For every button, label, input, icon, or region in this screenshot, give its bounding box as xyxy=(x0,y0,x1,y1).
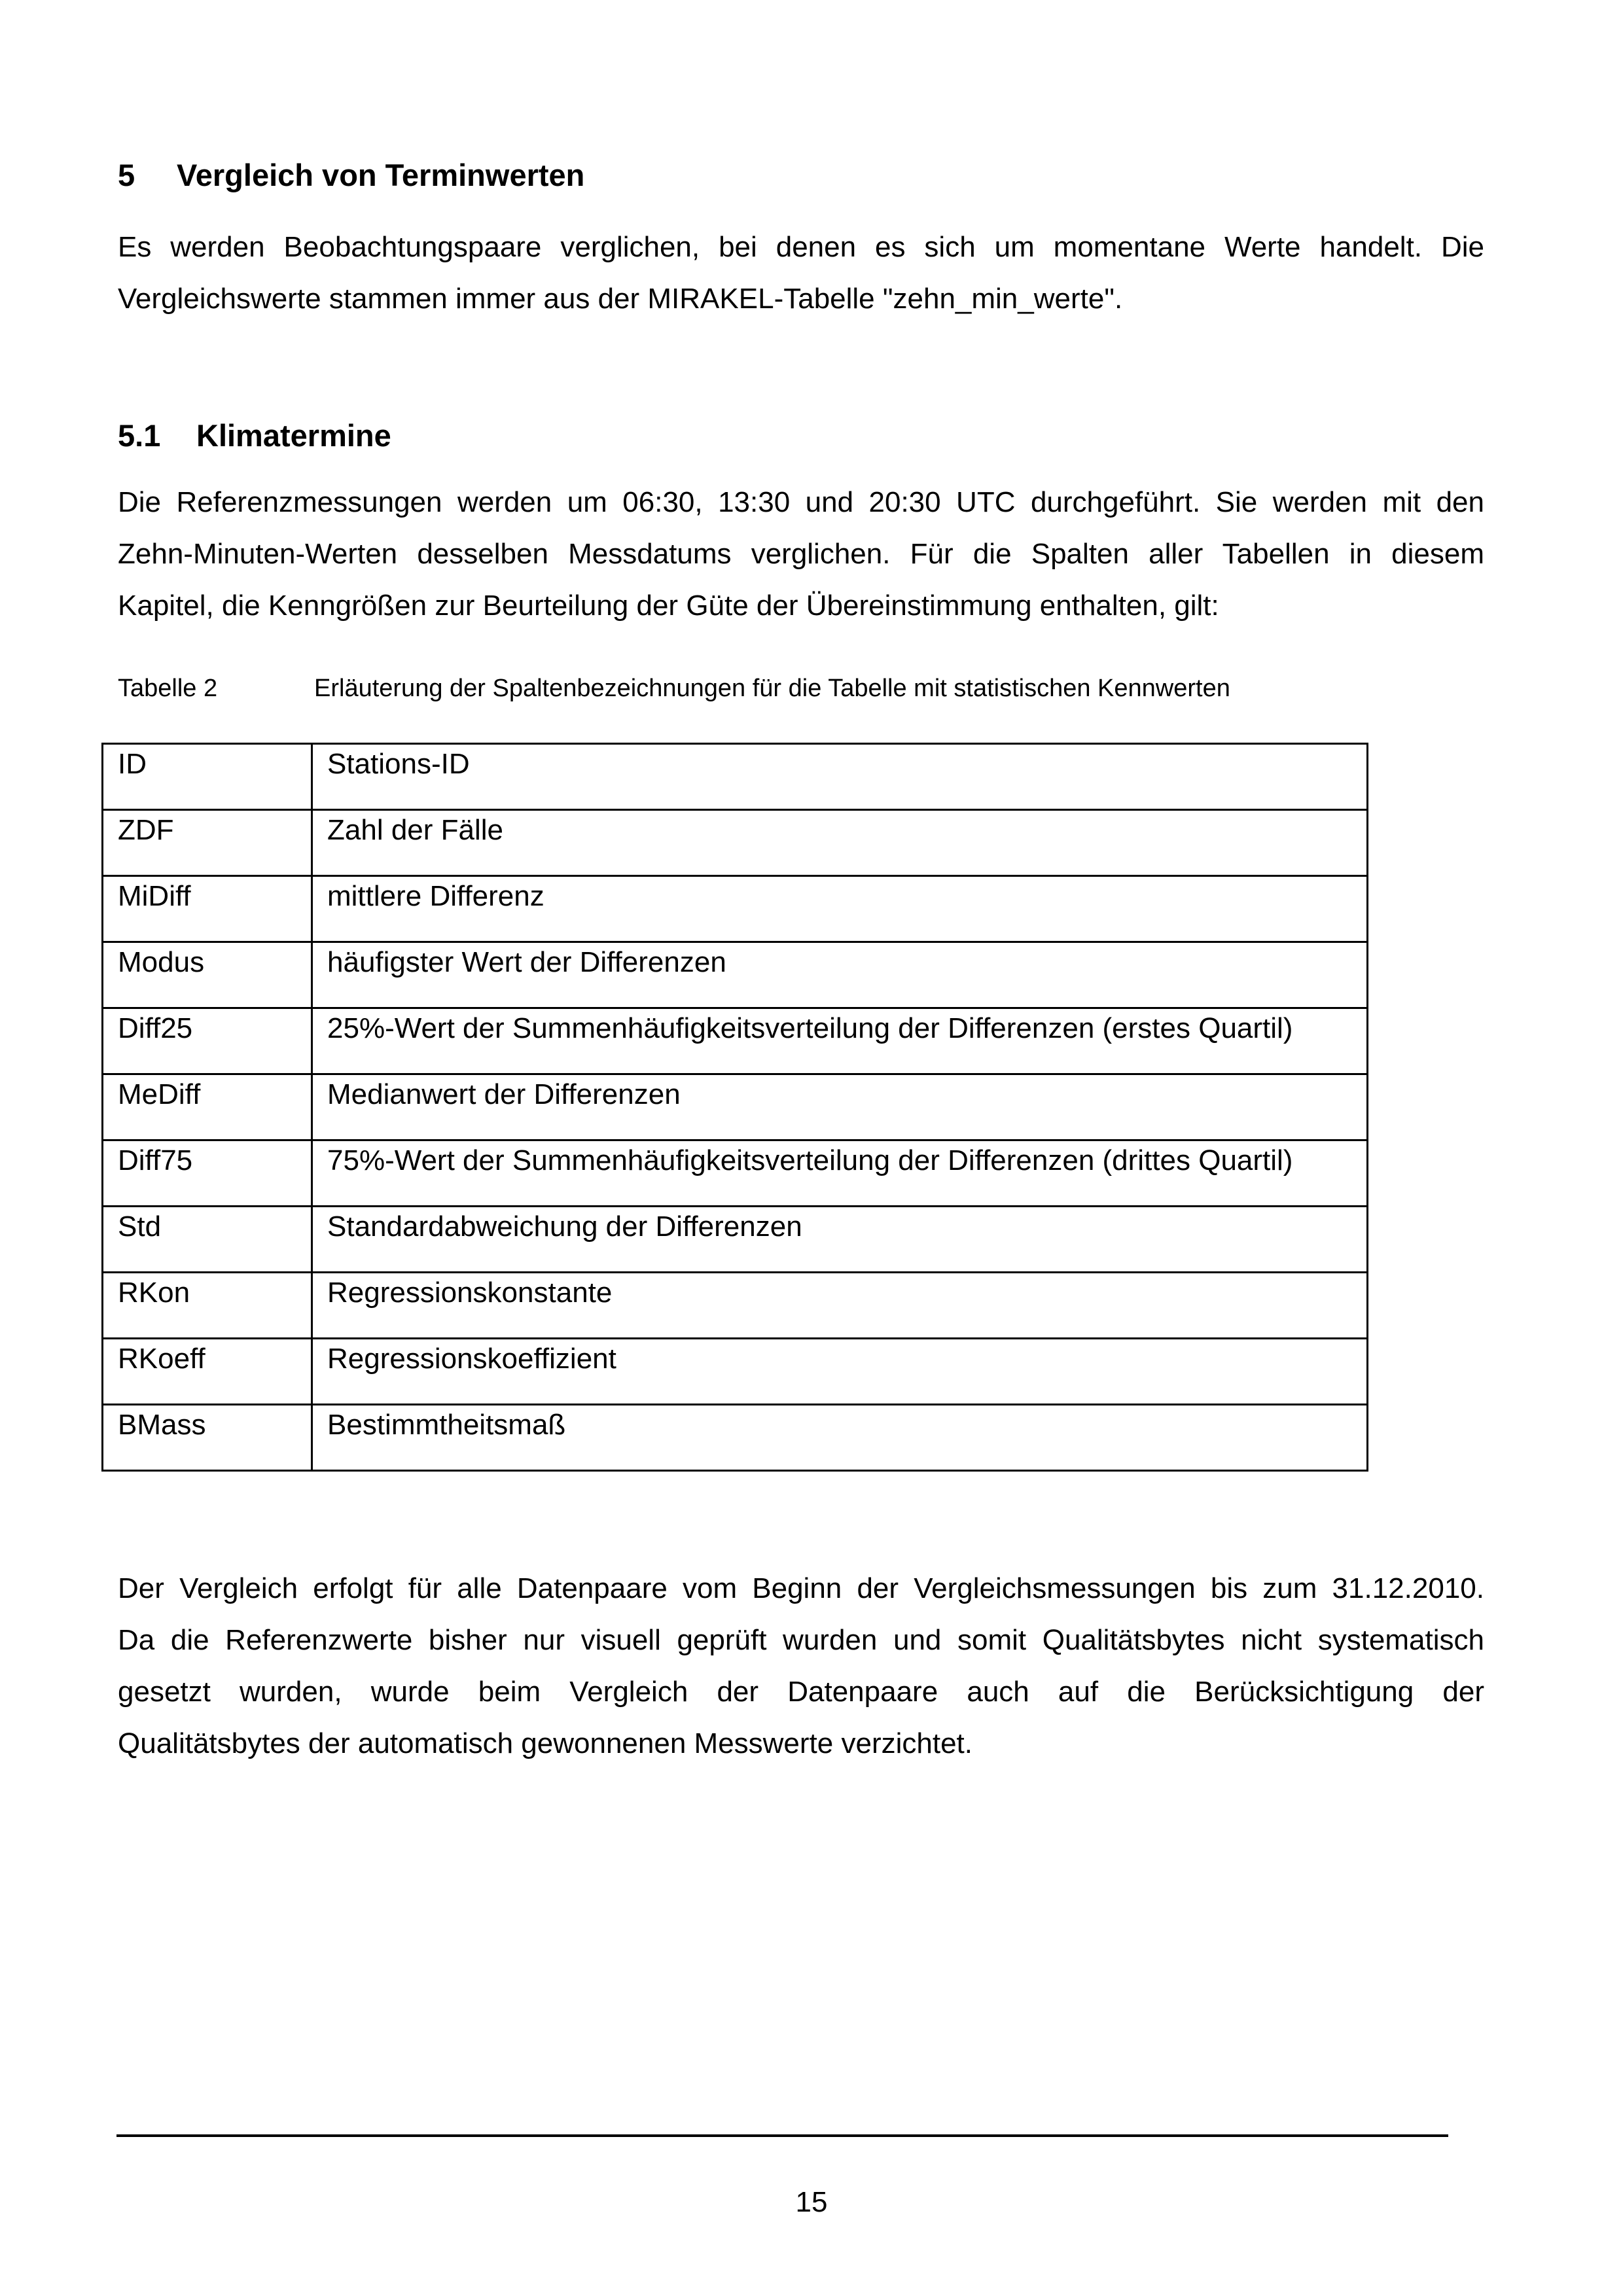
table-row xyxy=(103,810,1368,876)
table-row xyxy=(103,876,1368,942)
table-caption xyxy=(118,673,1230,704)
meaning-cell: Medianwert der Differenzen xyxy=(312,1074,1368,1140)
section-number: 5 xyxy=(118,158,135,192)
subsection-number: 5.1 xyxy=(118,418,161,453)
abbreviation-cell: RKon xyxy=(103,1273,312,1339)
meaning-cell: Bestimmtheitsmaß xyxy=(312,1405,1368,1471)
table-caption-text: Erläuterung der Spaltenbezeichnungen für die Tabelle mit statistischen Kennwerten xyxy=(314,675,1230,702)
table-row xyxy=(103,1008,1368,1074)
abbreviation-cell: Std xyxy=(103,1207,312,1273)
closing-paragraph xyxy=(118,1563,1484,1769)
table-row xyxy=(103,744,1368,810)
meaning-cell: mittlere Differenz xyxy=(312,876,1368,942)
subsection-heading xyxy=(118,417,391,454)
table-row xyxy=(103,1207,1368,1273)
meaning-cell: Standardabweichung der Differenzen xyxy=(312,1207,1368,1273)
section-title: Vergleich von Terminwerten xyxy=(177,158,585,192)
meaning-cell: Regressionskonstante xyxy=(312,1273,1368,1339)
paragraph-line: Zehn-Minuten-Werten desselben Messdatums verglichen. Für die Spalten aller Tabellen in diesem xyxy=(118,538,1484,570)
meaning-cell: Stations-ID xyxy=(312,744,1368,810)
table-row xyxy=(103,1339,1368,1405)
definitions-table xyxy=(101,743,1368,1472)
paragraph-line: Es werden Beobachtungspaare verglichen, bei denen es sich um momentane Werte handelt. Die xyxy=(118,231,1484,263)
paragraph-line: Der Vergleich erfolgt für alle Datenpaare vom Beginn der Vergleichsmessungen bis zum 31.12.2010. xyxy=(118,1572,1484,1604)
section-heading xyxy=(118,157,584,194)
abbreviation-cell: ZDF xyxy=(103,810,312,876)
table-caption-label: Tabelle 2 xyxy=(118,675,218,702)
subsection-title: Klimatermine xyxy=(196,418,391,453)
paragraph-line: Die Referenzmessungen werden um 06:30, 13:30 und 20:30 UTC durchgeführt. Sie werden mit den xyxy=(118,486,1484,518)
page-number: 15 xyxy=(795,2186,828,2218)
section-intro-paragraph xyxy=(118,221,1484,325)
paragraph-line: Qualitätsbytes der automatisch gewonnenen Messwerte verzichtet. xyxy=(118,1727,972,1759)
subsection-body-paragraph xyxy=(118,476,1484,631)
table-row xyxy=(103,1074,1368,1140)
abbreviation-cell: ID xyxy=(103,744,312,810)
abbreviation-cell: Diff25 xyxy=(103,1008,312,1074)
table-row xyxy=(103,942,1368,1008)
abbreviation-cell: BMass xyxy=(103,1405,312,1471)
paragraph-line: Vergleichswerte stammen immer aus der MIRAKEL-Tabelle "zehn_min_werte". xyxy=(118,283,1123,315)
abbreviation-cell: MeDiff xyxy=(103,1074,312,1140)
table-row xyxy=(103,1405,1368,1471)
table-row xyxy=(103,1273,1368,1339)
meaning-cell: 75%-Wert der Summenhäufigkeitsverteilung der Differenzen (drittes Quartil) xyxy=(312,1140,1368,1207)
meaning-cell: Regressionskoeffizient xyxy=(312,1339,1368,1405)
abbreviation-cell: Diff75 xyxy=(103,1140,312,1207)
paragraph-line: Da die Referenzwerte bisher nur visuell geprüft wurden und somit Qualitätsbytes nicht systematisch xyxy=(118,1624,1484,1656)
meaning-cell: 25%-Wert der Summenhäufigkeitsverteilung der Differenzen (erstes Quartil) xyxy=(312,1008,1368,1074)
abbreviation-cell: RKoeff xyxy=(103,1339,312,1405)
meaning-cell: häufigster Wert der Differenzen xyxy=(312,942,1368,1008)
paragraph-line: Kapitel, die Kenngrößen zur Beurteilung der Güte der Übereinstimmung enthalten, gilt: xyxy=(118,590,1219,622)
paragraph-line: gesetzt wurden, wurde beim Vergleich der Datenpaare auch auf die Berücksichtigung der xyxy=(118,1676,1484,1708)
meaning-cell: Zahl der Fälle xyxy=(312,810,1368,876)
table-row xyxy=(103,1140,1368,1207)
abbreviation-cell: MiDiff xyxy=(103,876,312,942)
footer-divider xyxy=(116,2134,1448,2137)
abbreviation-cell: Modus xyxy=(103,942,312,1008)
